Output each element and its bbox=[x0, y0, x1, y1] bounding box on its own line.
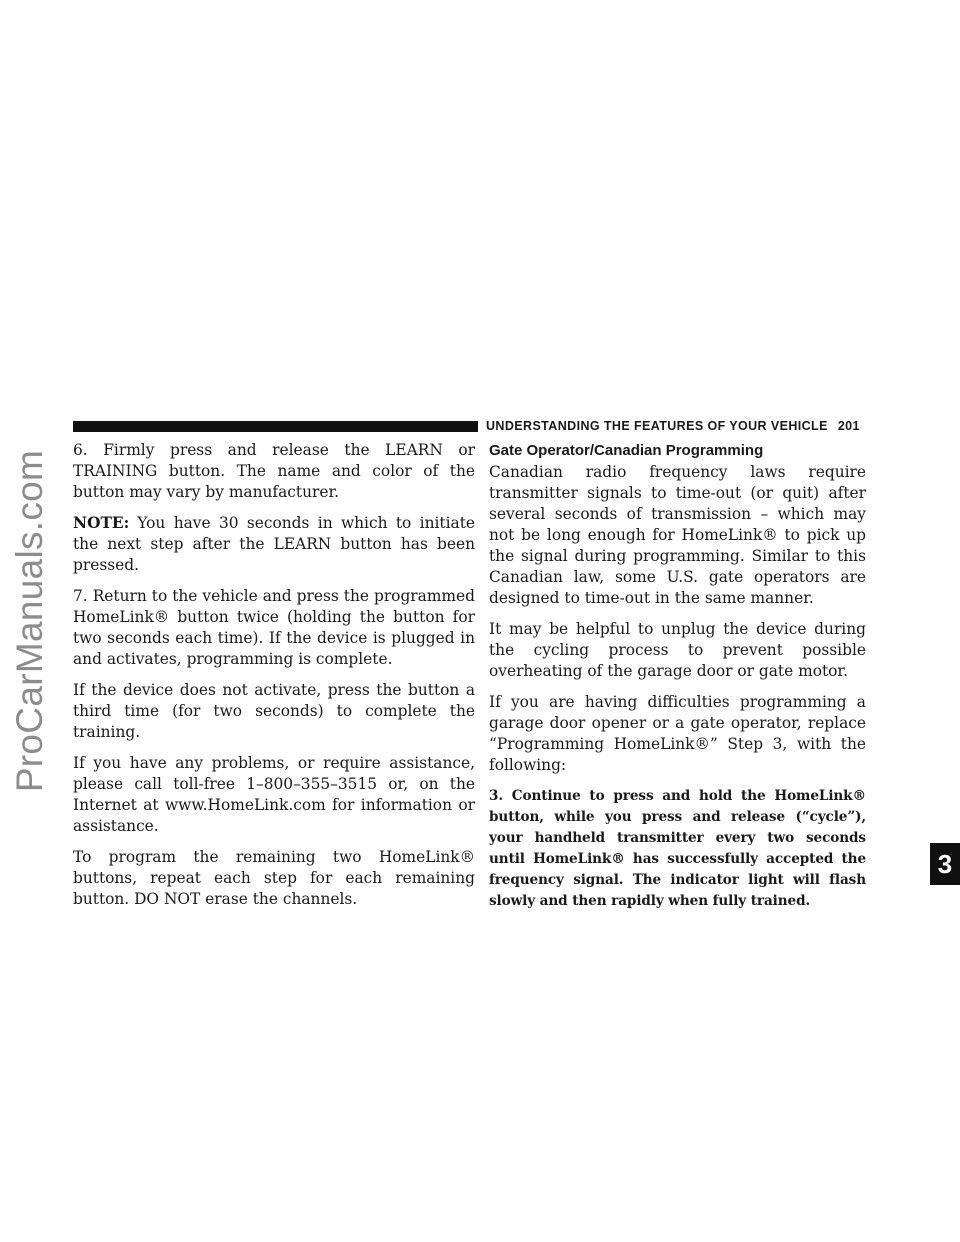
page-number: 201 bbox=[837, 419, 860, 433]
paragraph: If the device does not activate, press the button a third time (for two seconds) to complete the training. bbox=[73, 681, 475, 741]
paragraph: If you have any problems, or require assistance, please call toll-free 1–800–355–3515 or, on the Internet at www.HomeLink.com for information or assistance. bbox=[73, 754, 475, 835]
paragraph: 6. Firmly press and release the LEARN or TRAINING button. The name and color of the button may vary by manufacturer. bbox=[73, 441, 475, 501]
header-title: UNDERSTANDING THE FEATURES OF YOUR VEHICLE bbox=[486, 419, 828, 433]
header-rule bbox=[73, 421, 478, 432]
section-heading: Gate Operator/Canadian Programming bbox=[489, 442, 764, 459]
paragraph: Canadian radio frequency laws require transmitter signals to time-out (or quit) after several seconds of transmission – which may not be long enough for HomeLink® to pick up the signal during programming. Similar to this Canadian law, some U.S. gate operators are designed to time-out in the same manner. bbox=[489, 463, 866, 607]
watermark: ProCarManuals.com bbox=[9, 449, 50, 793]
instruction-step: 3. Continue to press and hold the HomeLink® button, while you press and release (“cycle”), your handheld transmitter every two seconds until HomeLink® has successfully accepted the frequency signal. The indicator light will flash slowly and then rapidly when fully trained. bbox=[489, 788, 866, 909]
paragraph: To program the remaining two HomeLink® buttons, repeat each step for each remaining button. DO NOT erase the channels. bbox=[73, 848, 475, 908]
note-paragraph bbox=[73, 513, 475, 576]
note-label: NOTE: bbox=[73, 514, 130, 532]
chapter-tab: 3 bbox=[930, 843, 960, 885]
right-column bbox=[489, 442, 866, 922]
note-text: You have 30 seconds in which to initiate the next step after the LEARN button has been pressed. bbox=[73, 514, 475, 574]
paragraph: It may be helpful to unplug the device during the cycling process to prevent possible overheating of the garage door or gate motor. bbox=[489, 620, 866, 680]
paragraph: 7. Return to the vehicle and press the programmed HomeLink® button twice (holding the button for two seconds each time). If the device is plugged in and activates, programming is complete. bbox=[73, 587, 475, 668]
running-header bbox=[486, 419, 860, 433]
paragraph: If you are having difficulties programming a garage door opener or a gate operator, replace “Programming HomeLink®” Step 3, with the following: bbox=[489, 693, 866, 774]
left-column bbox=[73, 440, 475, 920]
